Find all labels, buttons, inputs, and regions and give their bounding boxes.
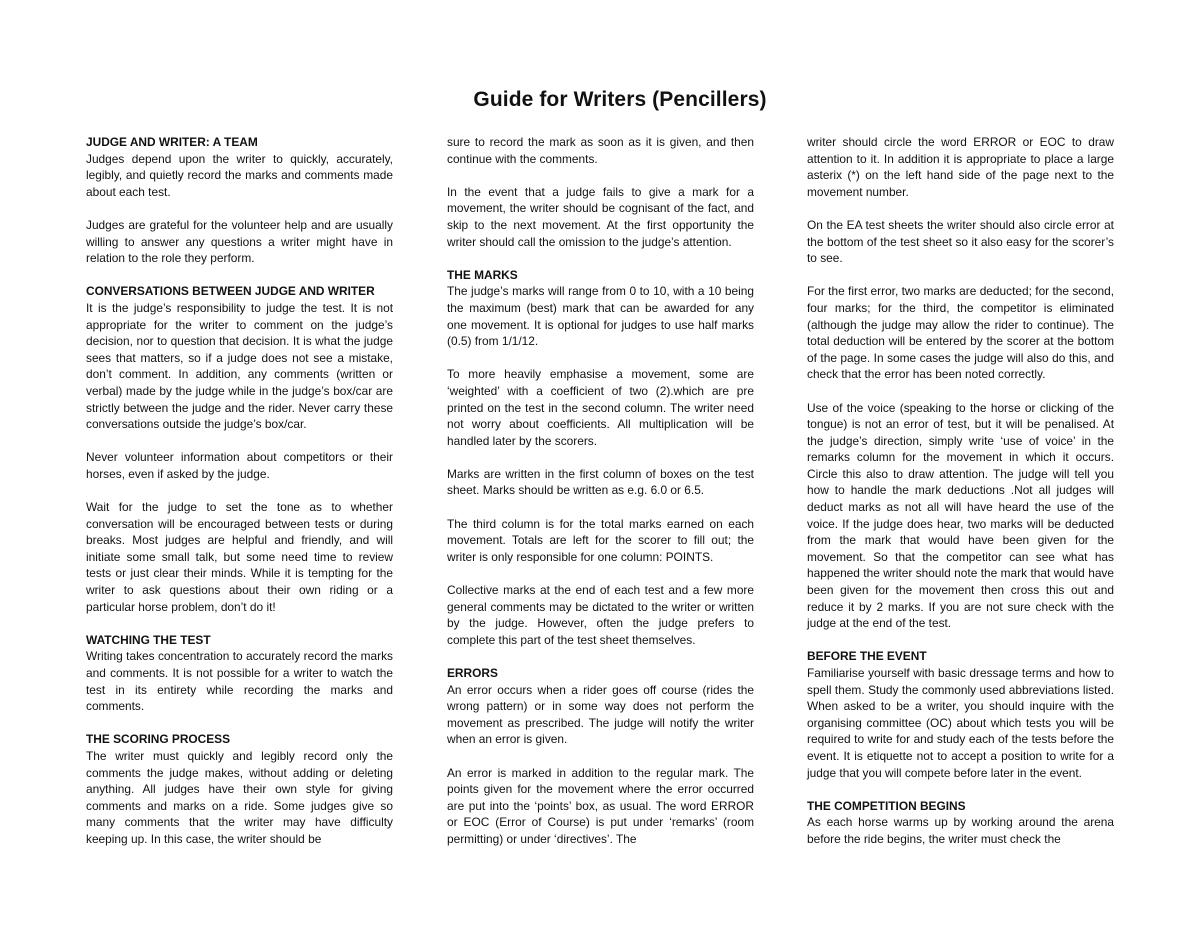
heading-competition-begins: THE COMPETITION BEGINS — [807, 798, 966, 813]
paragraph: Writing takes concentration to accurately record the marks and comments. It is not possible for a writer to watch the test in its entirety while recording the marks and comments. — [86, 649, 393, 714]
paragraph: The writer must quickly and legibly record only the comments the judge makes, without adding or deleting anything. All judges have their own style for giving comments and marks on a ride. Some judges give so many comments that the writer may have difficulty keeping up. In this case, the writer should be — [86, 748, 393, 846]
paragraph: The third column is for the total marks earned on each movement. Totals are left for the scorer to fill out; the writer is only responsible for one column: POINTS. — [447, 516, 754, 564]
heading-scoring-process: THE SCORING PROCESS — [86, 732, 231, 747]
paragraph: As each horse warms up by working around the arena before the ride begins, the writer must check the — [807, 815, 1114, 846]
paragraph: The judge’s marks will range from 0 to 10, with a 10 being the maximum (best) mark that can be awarded for any one movement. It is optional for judges to use half marks (0.5) from 1/1/12. — [447, 284, 754, 349]
paragraph: Never volunteer information about competitors or their horses, even if asked by the judge. — [86, 450, 393, 481]
paragraph: Familiarise yourself with basic dressage terms and how to spell them. Study the commonly used abbreviations listed. When asked to be a writer, you should inquire with the organising committee (OC) about which tests you will be required to write for and study each of the tests before the event. It is etiquette not to accept a position to write for a judge that you will compete before later in the event. — [807, 666, 1114, 780]
column-2 — [447, 134, 754, 864]
paragraph: An error occurs when a rider goes off course (rides the wrong pattern) or in some way does not perform the movement as prescribed. The judge will notify the writer when an error is given. — [447, 682, 754, 747]
paragraph: Judges depend upon the writer to quickly, accurately, legibly, and quietly record the marks and comments made about each test. — [86, 151, 393, 199]
paragraph: For the first error, two marks are deducted; for the second, four marks; for the third, the competitor is eliminated (although the judge may allow the rider to continue). The total deduction will be entered by the scorer at the bottom of the page. In some cases the judge will also do this, and check that the error has been noted correctly. — [807, 284, 1114, 382]
paragraph: On the EA test sheets the writer should also circle error at the bottom of the test sheet so it also easy for the scorer’s to see. — [807, 217, 1114, 266]
column-1 — [86, 134, 393, 864]
paragraph: To more heavily emphasise a movement, some are ‘weighted’ with a coefficient of two (2).which are pre printed on the test in the second column. The writer need not worry about coefficients. All multiplication will be handled later by the scorers. — [447, 367, 754, 448]
column-3 — [807, 134, 1114, 864]
page-title: Guide for Writers (Pencillers) — [473, 88, 767, 111]
heading-the-marks: THE MARKS — [447, 267, 518, 282]
paragraph: Judges are grateful for the volunteer help and are usually willing to answer any questions a writer might have in relation to the role they perform. — [86, 217, 393, 266]
paragraph: In the event that a judge fails to give a mark for a movement, the writer should be cognisant of the fact, and skip to the next movement. At the first opportunity the writer should call the omission to the judge’s attention. — [447, 184, 754, 249]
paragraph: Wait for the judge to set the tone as to whether conversation will be encouraged between tests or during breaks. Most judges are helpful and friendly, and will initiate some small talk, but some need time to review tests or just clear their minds. While it is tempting for the writer to ask questions about their own riding or a particular horse problem, don’t do it! — [86, 500, 393, 614]
heading-before-event: BEFORE THE EVENT — [807, 649, 927, 664]
paragraph: An error is marked in addition to the regular mark. The points given for the movement where the error occurred are put into the ‘points’ box, as usual. The word ERROR or EOC (Error of Course) is put under ‘remarks’ (room permitting) or under ‘directives’. The — [447, 765, 754, 846]
paragraph: It is the judge’s responsibility to judge the test. It is not appropriate for the writer to comment on the judge’s decision, nor to question that decision. It is what the judge sees that matters, so if a judge does not see a mistake, don’t comment. In addition, any comments (written or verbal) made by the judge while in the judge’s box/car are strictly between the judge and the rider. Never carry these conversations outside the judge’s box/car. — [86, 300, 393, 432]
heading-errors: ERRORS — [447, 666, 498, 680]
paragraph: Marks are written in the first column of boxes on the test sheet. Marks should be written as e.g. 6.0 or 6.5. — [447, 466, 754, 498]
heading-conversations: CONVERSATIONS BETWEEN JUDGE AND WRITER — [86, 284, 375, 299]
paragraph: writer should circle the word ERROR or EOC to draw attention to it. In addition it is appropriate to place a large asterix (*) on the left hand side of the page next to the movement number. — [807, 135, 1114, 199]
heading-watching-test: WATCHING THE TEST — [86, 632, 211, 647]
paragraph: Use of the voice (speaking to the horse or clicking of the tongue) is not an error of test, but it will be penalised. At the judge’s direction, simply write ‘use of voice’ in the remarks column for the movement in which it occurs. Circle this also to draw attention. The judge will tell you how to handle the mark deductions .Not all judges will deduct marks as not all will have heard the use of the voice. If the judge does hear, two marks will be deducted from the mark that would have been given for the movement. So that the competitor can see what has happened the writer should note the mark that would have been given for the movement then cross this out and reduce it by 2 marks. If you are not sure check with the judge at the end of the test. — [807, 400, 1114, 631]
paragraph: sure to record the mark as soon as it is given, and then continue with the comments. — [447, 135, 754, 166]
paragraph: Collective marks at the end of each test and a few more general comments may be dictated to the writer or written by the judge. However, often the judge prefers to complete this part of the test sheet themselves. — [447, 583, 754, 647]
heading-judge-writer-team: JUDGE AND WRITER: A TEAM — [86, 135, 258, 149]
